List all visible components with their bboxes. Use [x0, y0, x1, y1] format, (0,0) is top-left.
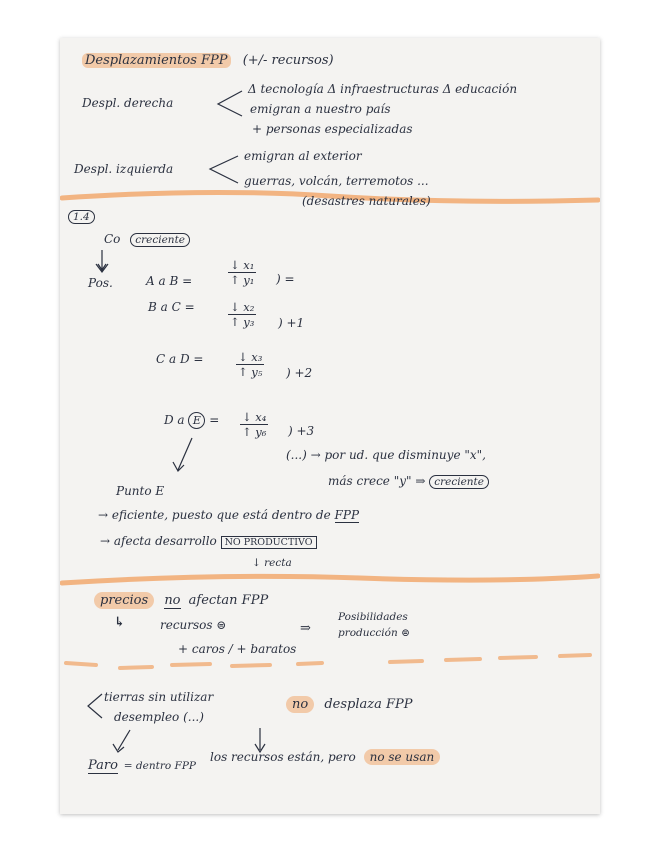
row-de-suffix: ) +3	[288, 424, 315, 438]
produccion-label: producción ⊜	[338, 627, 410, 639]
caros-label: + caros / + baratos	[178, 642, 297, 656]
no-se-usan-highlight: no se usan	[364, 749, 441, 765]
despl-derecha-item-1: Δ tecnología Δ infraestructuras Δ educación	[248, 82, 518, 96]
co-label: Co	[104, 232, 121, 246]
recta-label: ↓ recta	[252, 557, 292, 569]
row-bc-suffix: ) +1	[278, 316, 305, 330]
row-de-label: D a E =	[164, 413, 220, 427]
despl-izquierda-item-1: emigran al exterior	[244, 149, 362, 163]
despl-derecha-item-2: emigran a nuestro país	[250, 102, 391, 116]
row-cd-label: C a D =	[156, 352, 204, 366]
section1-title-note: (+/- recursos)	[242, 53, 334, 68]
point-e-circle: E	[188, 412, 205, 429]
despl-derecha-item-3: + personas especializadas	[252, 122, 413, 136]
bracket-left	[210, 156, 238, 183]
section1-title-row	[82, 54, 334, 68]
row-bc-label: B a C =	[148, 300, 195, 314]
no-productivo-box: NO PRODUCTIVO	[221, 536, 317, 549]
note-line-2: más crece "y" ⇒ creciente	[328, 474, 489, 489]
row-cd-fraction: $\frac{\text{↓ x₃}}{\text{↑ y₅}}$	[238, 350, 263, 379]
implies-arrow: ⇒	[300, 621, 311, 636]
punto-e-label: Punto E	[116, 484, 165, 498]
despl-izquierda-item-2: guerras, volcán, terremotos ...	[244, 174, 429, 188]
precios-no: no	[164, 593, 181, 608]
despl-izquierda-label: Despl. izquierda	[74, 162, 174, 176]
paro-row	[88, 758, 196, 773]
arrow-down-recursos	[255, 728, 265, 752]
note-creciente: creciente	[429, 475, 489, 489]
pos-label: Pos.	[88, 276, 113, 290]
row-ab-fraction: $\frac{\text{↓ x₁}}{\text{↑ y₁}}$	[230, 258, 255, 287]
bullet-afecta: → afecta desarrollo NO PRODUCTIVO	[100, 534, 317, 550]
precios-afectan: afectan FPP	[188, 593, 269, 608]
desplaza-label: desplaza FPP	[324, 697, 413, 712]
precios-row	[94, 594, 268, 608]
no-desplaza-row	[286, 698, 413, 712]
recursos-label: recursos ⊜	[160, 618, 227, 632]
recursos-estan-row: los recursos están, pero no se usan	[210, 750, 440, 764]
paro-label: Paro	[88, 758, 118, 773]
separator-stroke-2	[62, 576, 598, 583]
row-bc-fraction: $\frac{\text{↓ x₂}}{\text{↑ y₃}}$	[230, 300, 255, 329]
row-ab-label: A a B =	[146, 274, 193, 288]
bracket-items	[88, 694, 102, 718]
co-value: creciente	[130, 233, 190, 247]
desempleo-label: desempleo (...)	[114, 710, 204, 724]
precios-label: precios	[94, 592, 154, 609]
posibilidades-label: Posibilidades	[338, 611, 408, 623]
dentro-fpp: = dentro FPP	[123, 760, 196, 772]
no-highlight: no	[286, 696, 314, 713]
arrow-down-paro	[113, 730, 130, 752]
arrow-to-punto-e	[173, 438, 192, 471]
despl-izquierda-item-3: (desastres naturales)	[302, 194, 431, 208]
notebook-page	[60, 38, 600, 814]
row-de-fraction: $\frac{\text{↓ x₄}}{\text{↑ y₆}}$	[242, 410, 267, 439]
note-line-1: (...) → por ud. que disminuye "x",	[286, 448, 486, 462]
despl-derecha-label: Despl. derecha	[82, 96, 174, 110]
row-cd-suffix: ) +2	[286, 366, 313, 380]
bullet-eficiente: → eficiente, puesto que está dentro de FPP	[98, 508, 360, 522]
hook-arrow: ↳	[114, 615, 125, 630]
dashed-separator	[66, 655, 590, 668]
section2-number: 1.4	[68, 210, 95, 224]
bracket-right	[218, 91, 242, 116]
section1-title: Desplazamientos FPP	[82, 53, 231, 68]
arrow-down-co	[96, 250, 108, 272]
co-row	[104, 232, 190, 247]
row-ab-suffix: ) =	[276, 272, 295, 286]
tierras-label: tierras sin utilizar	[104, 690, 214, 704]
